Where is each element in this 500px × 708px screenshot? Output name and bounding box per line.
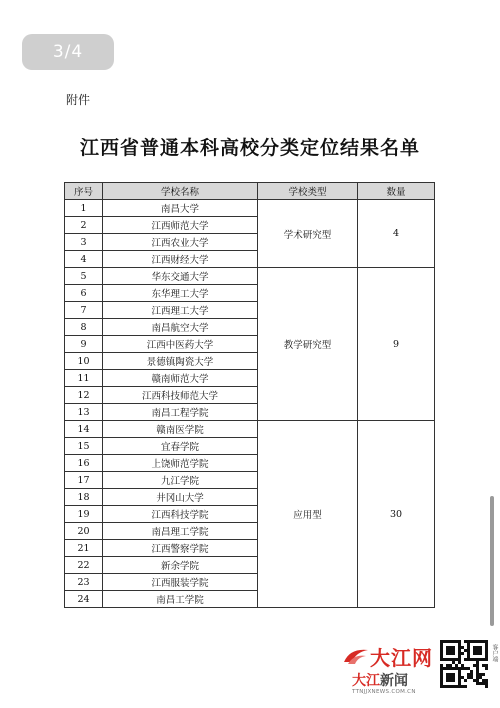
header-no: 序号 [65,183,103,200]
table-row [65,421,435,438]
brand-bottom-red: 大江 [352,673,380,689]
cell-no: 16 [65,455,103,472]
cell-school-name: 江西警察学院 [103,540,258,557]
cell-no: 14 [65,421,103,438]
cell-no: 6 [65,285,103,302]
cell-no: 7 [65,302,103,319]
cell-school-name: 华东交通大学 [103,268,258,285]
cell-no: 11 [65,370,103,387]
cell-school-name: 宜春学院 [103,438,258,455]
brand-url: TTNJJXNEWS.COM.CN [352,689,416,695]
cell-no: 15 [65,438,103,455]
brand-bottom-gray: 新闻 [380,673,408,689]
cell-school-name: 江西科技师范大学 [103,387,258,404]
cell-count: 4 [358,200,435,268]
cell-no: 22 [65,557,103,574]
attachment-label: 附件 [66,93,91,107]
watermark-logo [340,640,436,698]
cell-no: 5 [65,268,103,285]
cell-school-type: 学术研究型 [258,200,358,268]
cell-no: 17 [65,472,103,489]
cell-no: 3 [65,234,103,251]
cell-no: 9 [65,336,103,353]
cell-school-name: 江西师范大学 [103,217,258,234]
cell-school-name: 江西中医药大学 [103,336,258,353]
cell-school-name: 新余学院 [103,557,258,574]
cell-no: 8 [65,319,103,336]
cell-school-name: 井冈山大学 [103,489,258,506]
cell-count: 30 [358,421,435,608]
cell-school-name: 南昌理工学院 [103,523,258,540]
cell-school-name: 九江学院 [103,472,258,489]
cell-no: 24 [65,591,103,608]
table-body [65,200,435,608]
cell-school-type: 教学研究型 [258,268,358,421]
cell-school-name: 南昌航空大学 [103,319,258,336]
cell-no: 1 [65,200,103,217]
header-school-type: 学校类型 [258,183,358,200]
school-table [64,182,435,608]
cell-school-name: 南昌大学 [103,200,258,217]
cell-school-name: 江西科技学院 [103,506,258,523]
cell-school-name: 南昌工学院 [103,591,258,608]
cell-school-name: 江西服装学院 [103,574,258,591]
header-school-name: 学校名称 [103,183,258,200]
qr-code-icon [440,640,488,688]
cell-school-name: 景德镇陶瓷大学 [103,353,258,370]
client-side-label: 客户端 [491,644,498,662]
wave-logo-icon [342,644,370,666]
cell-no: 10 [65,353,103,370]
scrollbar[interactable] [490,496,494,626]
cell-school-name: 赣南师范大学 [103,370,258,387]
cell-no: 2 [65,217,103,234]
cell-school-type: 应用型 [258,421,358,608]
cell-school-name: 东华理工大学 [103,285,258,302]
cell-no: 23 [65,574,103,591]
table-row [65,268,435,285]
cell-no: 21 [65,540,103,557]
cell-no: 12 [65,387,103,404]
table-header-row [65,183,435,200]
cell-school-name: 江西财经大学 [103,251,258,268]
cell-no: 20 [65,523,103,540]
cell-school-name: 南昌工程学院 [103,404,258,421]
cell-no: 4 [65,251,103,268]
brand-bottom-text [352,670,408,690]
cell-school-name: 赣南医学院 [103,421,258,438]
page-indicator-text: 3/4 [52,42,84,62]
table-row [65,200,435,217]
cell-school-name: 江西理工大学 [103,302,258,319]
cell-school-name: 上饶师范学院 [103,455,258,472]
cell-school-name: 江西农业大学 [103,234,258,251]
cell-no: 13 [65,404,103,421]
brand-top-text: 大江网 [370,646,433,670]
cell-count: 9 [358,268,435,421]
cell-no: 19 [65,506,103,523]
cell-no: 18 [65,489,103,506]
page-indicator [22,34,114,70]
document-title: 江西省普通本科高校分类定位结果名单 [79,137,420,159]
header-count: 数量 [358,183,435,200]
